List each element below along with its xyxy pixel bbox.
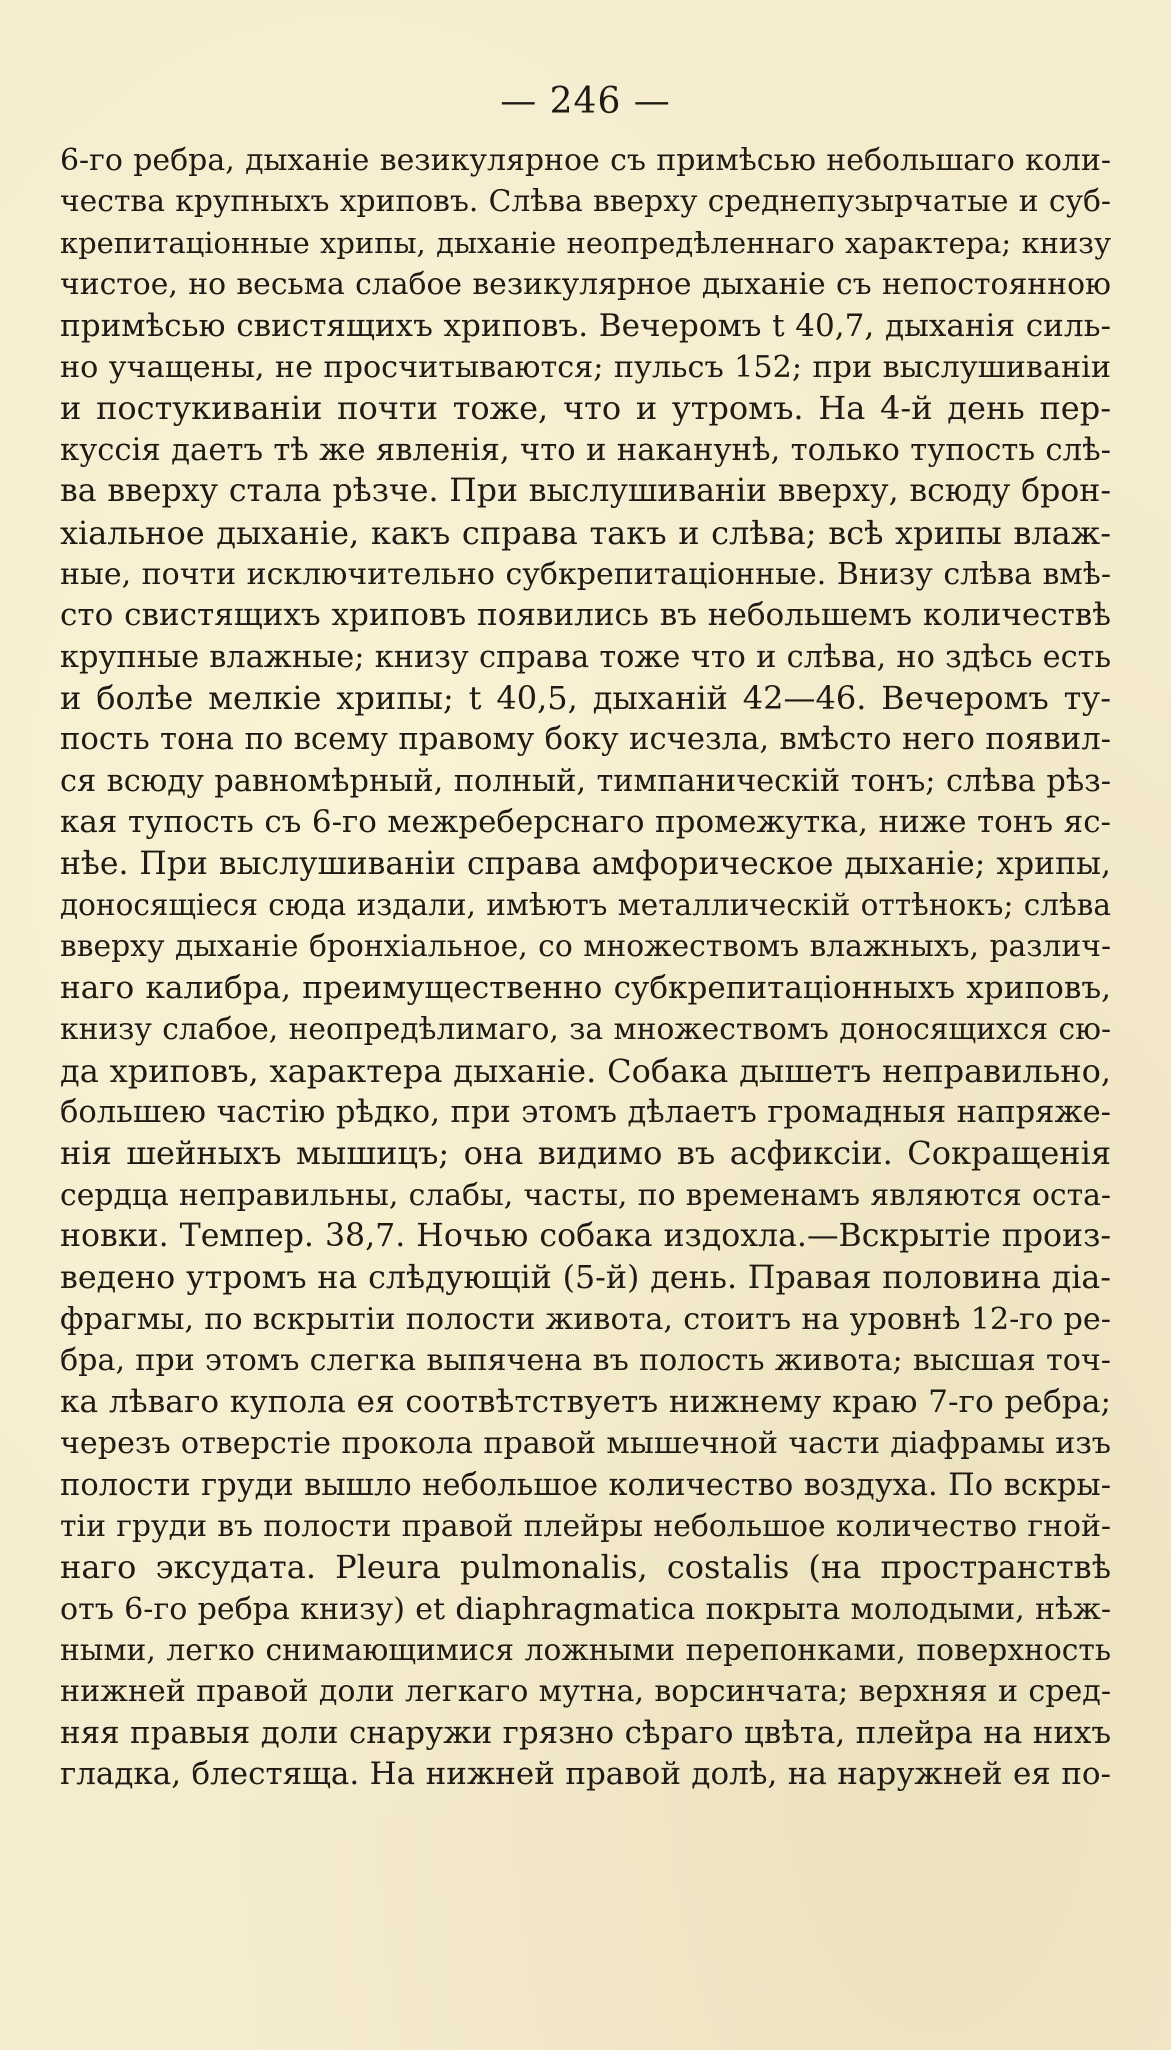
text-line: новки. Темпер. 38,7. Ночью собака издохла.—Вскрытіе произ- bbox=[60, 1218, 1111, 1255]
text-line: тіи груди въ полости правой плейры небольшое количество гной- bbox=[60, 1508, 1111, 1544]
text-line: нія шейныхъ мышицъ; она видимо въ асфиксіи. Сокращенія bbox=[60, 1134, 1111, 1173]
text-line: куссія даетъ тѣ же явленія, что и наканунѣ, только тупость слѣ- bbox=[60, 432, 1111, 468]
text-line: черезъ отверстіе прокола правой мышечной части діафрамы изъ bbox=[60, 1426, 1111, 1462]
text-line: сто свистящихъ хриповъ появились въ небольшемъ количествѣ bbox=[60, 597, 1111, 634]
text-line: ведено утромъ на слѣдующій (5-й) день. Правая половина діа- bbox=[60, 1259, 1111, 1296]
text-line: но учащены, не просчитываются; пульсъ 152; при выслушиваніи bbox=[60, 349, 1111, 385]
text-line: ными, легко снимающимися ложными перепонками, поверхность bbox=[60, 1633, 1111, 1669]
text-line: и постукиваніи почти тоже, что и утромъ. На 4-й день пер- bbox=[60, 389, 1111, 428]
text-line: крупные влажные; книзу справа тоже что и слѣва, но здѣсь есть bbox=[60, 639, 1111, 675]
text-line: доносящіеся сюда издали, имѣютъ металлическій оттѣнокъ; слѣва bbox=[60, 888, 1111, 923]
text-line: да хриповъ, характера дыханіе. Собака дышетъ неправильно, bbox=[60, 1051, 1111, 1090]
text-line: фрагмы, по вскрытіи полости живота, стоитъ на уровнѣ 12-го ре- bbox=[60, 1301, 1111, 1337]
text-line: крепитаціонные хрипы, дыханіе неопредѣленнаго характера; книзу bbox=[60, 225, 1111, 260]
text-line: отъ 6-го ребра книзу) et diaphragmatica покрыта молодыми, нѣж- bbox=[60, 1591, 1111, 1627]
text-line: сердца неправильны, слабы, часты, по временамъ являются оста- bbox=[60, 1177, 1111, 1213]
text-line: гладка, блестяща. На нижней правой долѣ, на наружней ея по- bbox=[60, 1756, 1111, 1793]
text-line: ка лѣваго купола ея соотвѣтствуетъ нижнему краю 7-го ребра; bbox=[60, 1383, 1111, 1420]
body-text bbox=[60, 140, 1111, 1796]
text-line: полости груди вышло небольшое количество воздуха. По вскры- bbox=[60, 1467, 1111, 1503]
text-line: кая тупость съ 6-го межреберснаго промежутка, ниже тонъ яс- bbox=[60, 804, 1111, 841]
text-line: 6-го ребра, дыханіе везикулярное съ примѣсью небольшаго коли- bbox=[60, 143, 1111, 178]
text-line: бра, при этомъ слегка выпячена въ полость живота; высшая точ- bbox=[60, 1343, 1111, 1379]
text-line: и болѣе мелкіе хрипы; t 40,5, дыханій 42—46. Вечеромъ ту- bbox=[60, 679, 1111, 718]
text-line: нижней правой доли легкаго мутна, ворсинчата; верхняя и сред- bbox=[60, 1674, 1111, 1710]
text-line: чества крупныхъ хриповъ. Слѣва вверху среднепузырчатые и суб- bbox=[60, 184, 1111, 220]
text-line: хіальное дыханіе, какъ справа такъ и слѣва; всѣ хрипы влаж- bbox=[60, 513, 1111, 552]
text-line: наго эксудата. Pleura pulmonalis, costalis (на пространствѣ bbox=[60, 1548, 1111, 1587]
text-line: няя правыя доли снаружи грязно сѣраго цвѣта, плейра на нихъ bbox=[60, 1714, 1111, 1751]
text-line: пость тона по всему правому боку исчезла, вмѣсто него появил- bbox=[60, 722, 1111, 758]
text-line: большею частію рѣдко, при этомъ дѣлаетъ громадныя напряже- bbox=[60, 1094, 1111, 1130]
text-line: ные, почти исключительно субкрепитаціонные. Внизу слѣва вмѣ- bbox=[60, 556, 1111, 592]
text-line: вверху дыханіе бронхіальное, со множествомъ влажныхъ, различ- bbox=[60, 929, 1111, 965]
text-line: ся всюду равномѣрный, полный, тимпаническій тонъ; слѣва рѣз- bbox=[60, 763, 1111, 799]
text-line: наго калибра, преимущественно субкрепитаціонныхъ хриповъ, bbox=[60, 969, 1111, 1006]
text-line: ва вверху стала рѣзче. При выслушиваніи вверху, всюду брон- bbox=[60, 473, 1111, 510]
page-number: — 246 — bbox=[500, 81, 671, 122]
text-line: примѣсью свистящихъ хриповъ. Вечеромъ t 40,7, дыханія силь- bbox=[60, 307, 1111, 344]
text-line: книзу слабое, неопредѣлимаго, за множествомъ доносящихся сю- bbox=[60, 1012, 1111, 1048]
text-line: чистое, но весьма слабое везикулярное дыханіе съ непостоянною bbox=[60, 267, 1111, 303]
text-line: нѣе. При выслушиваніи справа амфорическое дыханіе; хрипы, bbox=[60, 845, 1111, 882]
